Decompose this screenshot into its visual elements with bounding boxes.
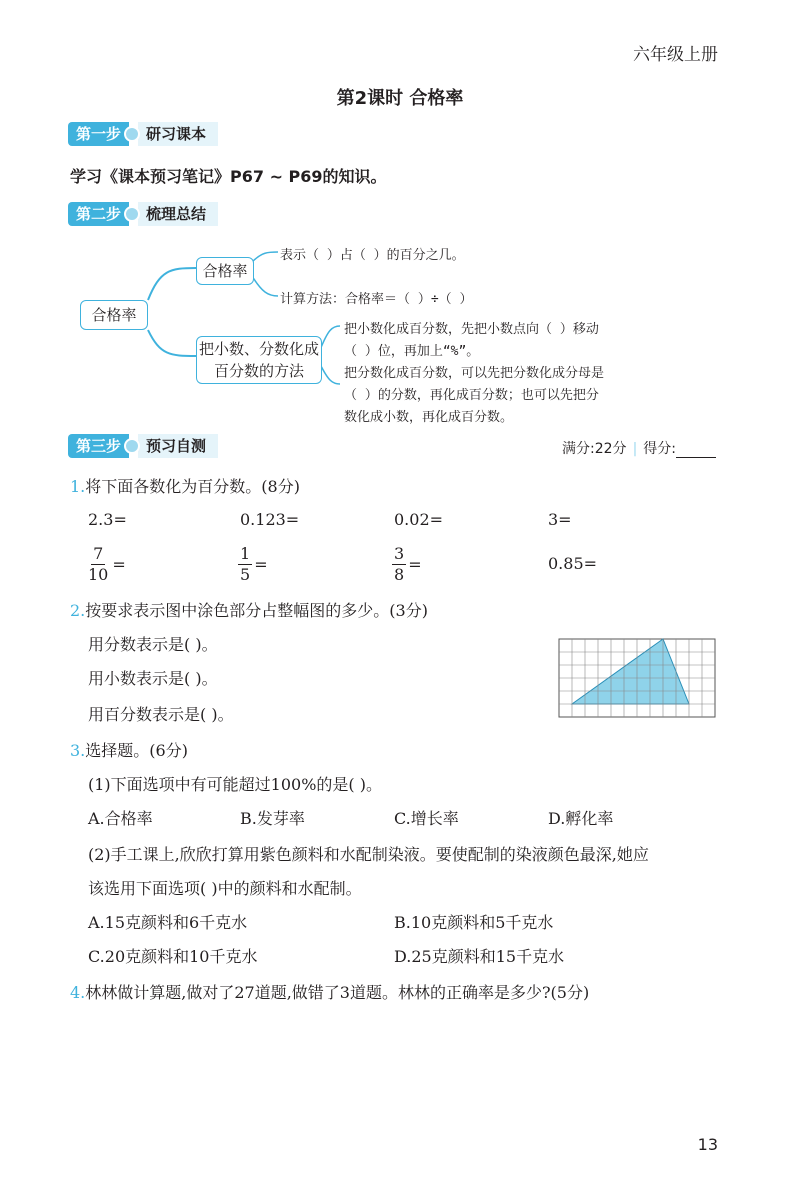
fraction-numerator: 1 (240, 544, 251, 563)
q1-item: 3= (548, 510, 572, 529)
fraction-numerator: 3 (394, 544, 405, 563)
q2-text: 按要求表示图中涂色部分占整幅图的多少。(3分) (85, 601, 428, 620)
score-blank[interactable] (676, 443, 716, 458)
q4-number: 4. (70, 983, 86, 1002)
page-number: 13 (697, 1135, 718, 1154)
q1-fraction-item (86, 544, 126, 585)
q4-heading (70, 980, 589, 1003)
q3-option[interactable]: B.10克颜料和5千克水 (394, 913, 554, 932)
q3-sub1: (1)下面选项中有可能超过100%的是( )。 (88, 775, 382, 794)
rate-formula: 计算方法：合格率＝（ ）÷（ ） (280, 292, 473, 307)
fraction-denominator: 8 (394, 565, 405, 584)
step1-text: 学习《课本预习笔记》P67 ~ P69的知识。 (70, 167, 387, 186)
score-box: 满分:22分 | 得分: (562, 438, 716, 458)
q3-heading (70, 738, 188, 761)
q2-percent-line: 用百分数表示是( )。 (88, 705, 234, 724)
fraction-method-2: （ ）的分数，再化成百分数；也可以先把分 (344, 388, 599, 403)
q3-option[interactable]: D.25克颜料和15千克水 (394, 947, 565, 966)
fraction-denominator: 10 (88, 565, 109, 584)
step1-title: 研习课本 (138, 122, 218, 146)
step-dot-icon (124, 438, 140, 454)
step3-heading (68, 432, 218, 460)
q4-text: 林林做计算题,做对了27道题,做错了3道题。林林的正确率是多少?(5分) (85, 983, 590, 1002)
equals-sign: = (254, 555, 268, 574)
q3-option[interactable]: C.20克颜料和10千克水 (88, 947, 258, 966)
step3-title: 预习自测 (138, 434, 218, 458)
q1-item: 0.02= (394, 510, 444, 529)
q1-item: 2.3= (88, 510, 127, 529)
decimal-method-2: （ ）位，再加上“%”。 (344, 344, 480, 359)
mindmap-branch-rate: 合格率 (196, 257, 254, 285)
step1-badge: 第一步 (68, 122, 129, 146)
q3-option[interactable]: B.发芽率 (240, 809, 305, 828)
equals-sign: = (112, 555, 126, 574)
q3-option[interactable]: A.15克颜料和6千克水 (88, 913, 248, 932)
full-score: 满分:22分 (562, 441, 627, 457)
q2-fraction-line: 用分数表示是( )。 (88, 635, 218, 654)
step3-badge: 第三步 (68, 434, 129, 458)
fraction-numerator: 7 (93, 544, 104, 563)
q1-item: 0.123= (240, 510, 300, 529)
q3-sub2-line1: (2)手工课上,欣欣打算用紫色颜料和水配制染液。要使配制的染液颜色最深,她应 (88, 845, 649, 864)
q1-heading (70, 474, 300, 497)
fraction-method-1: 把分数化成百分数，可以先把分数化成分母是 (344, 366, 605, 381)
q1-fraction-item (238, 544, 268, 585)
step-dot-icon (124, 126, 140, 142)
step2-title: 梳理总结 (138, 202, 218, 226)
fraction-denominator: 5 (240, 565, 251, 584)
q3-option[interactable]: C.增长率 (394, 809, 459, 828)
score-label: 得分: (643, 441, 676, 457)
decimal-method-1: 把小数化成百分数，先把小数点向（ ）移动 (344, 322, 599, 337)
mindmap-root: 合格率 (80, 300, 148, 330)
q3-text: 选择题。(6分) (85, 741, 188, 760)
q1-item: 0.85= (548, 554, 598, 573)
rate-definition: 表示（ ）占（ ）的百分之几。 (280, 248, 465, 263)
q1-fraction-item (392, 544, 422, 585)
equals-sign: = (408, 555, 422, 574)
q1-number: 1. (70, 477, 86, 496)
fraction-method-3: 数化成小数，再化成百分数。 (344, 410, 514, 425)
q2-heading (70, 598, 428, 621)
shaded-grid-figure (558, 638, 720, 718)
lesson-title: 第2课时 合格率 (336, 88, 464, 109)
grade-label: 六年级上册 (633, 45, 718, 65)
mindmap-branch-conversion: 把小数、分数化成百分数的方法 (196, 336, 322, 384)
q2-number: 2. (70, 601, 86, 620)
step-dot-icon (124, 206, 140, 222)
q1-text: 将下面各数化为百分数。(8分) (85, 477, 300, 496)
q3-option[interactable]: D.孵化率 (548, 809, 614, 828)
step2-badge: 第二步 (68, 202, 129, 226)
q3-number: 3. (70, 741, 86, 760)
q2-decimal-line: 用小数表示是( )。 (88, 669, 218, 688)
q3-sub2-line2: 该选用下面选项( )中的颜料和水配制。 (88, 879, 362, 898)
q3-option[interactable]: A.合格率 (88, 809, 153, 828)
